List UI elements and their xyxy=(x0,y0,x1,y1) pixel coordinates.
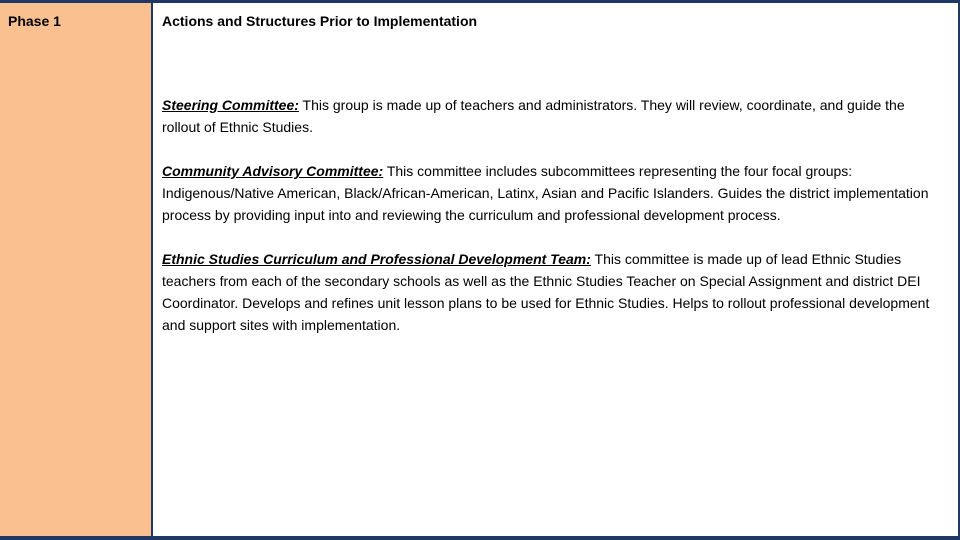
section-steering-committee xyxy=(162,94,944,138)
phase-cell xyxy=(0,3,153,536)
content-heading: Actions and Structures Prior to Implementation xyxy=(162,13,478,29)
section-text: This group is made up of teachers and administrators. They will review, coordinate, and guide the rollout of Ethnic Studies. xyxy=(162,97,905,135)
section-text: This committee includes subcommittees representing the four focal groups: Indigenous/Native American, Black/African-American, Latinx, Asian and Pacific Islanders. Guides the district implementation process by providing input into and reviewing the curriculum and professional development process. xyxy=(162,163,929,223)
content-cell xyxy=(153,3,960,536)
section-term: Steering Committee: xyxy=(162,97,299,113)
section-community-advisory-committee xyxy=(162,160,944,226)
section-text: This committee is made up of lead Ethnic Studies teachers from each of the secondary schools as well as the Ethnic Studies Teacher on Special Assignment and district DEI Coordinator. Develops and refines unit lesson plans to be used for Ethnic Studies. Helps to rollout professional development and support sites with implementation. xyxy=(162,251,930,333)
section-term: Community Advisory Committee: xyxy=(162,163,384,179)
phase-label: Phase 1 xyxy=(8,13,61,29)
section-curriculum-pd-team xyxy=(162,248,944,336)
section-term: Ethnic Studies Curriculum and Professional Development Team: xyxy=(162,251,591,267)
phase-table xyxy=(0,3,960,536)
